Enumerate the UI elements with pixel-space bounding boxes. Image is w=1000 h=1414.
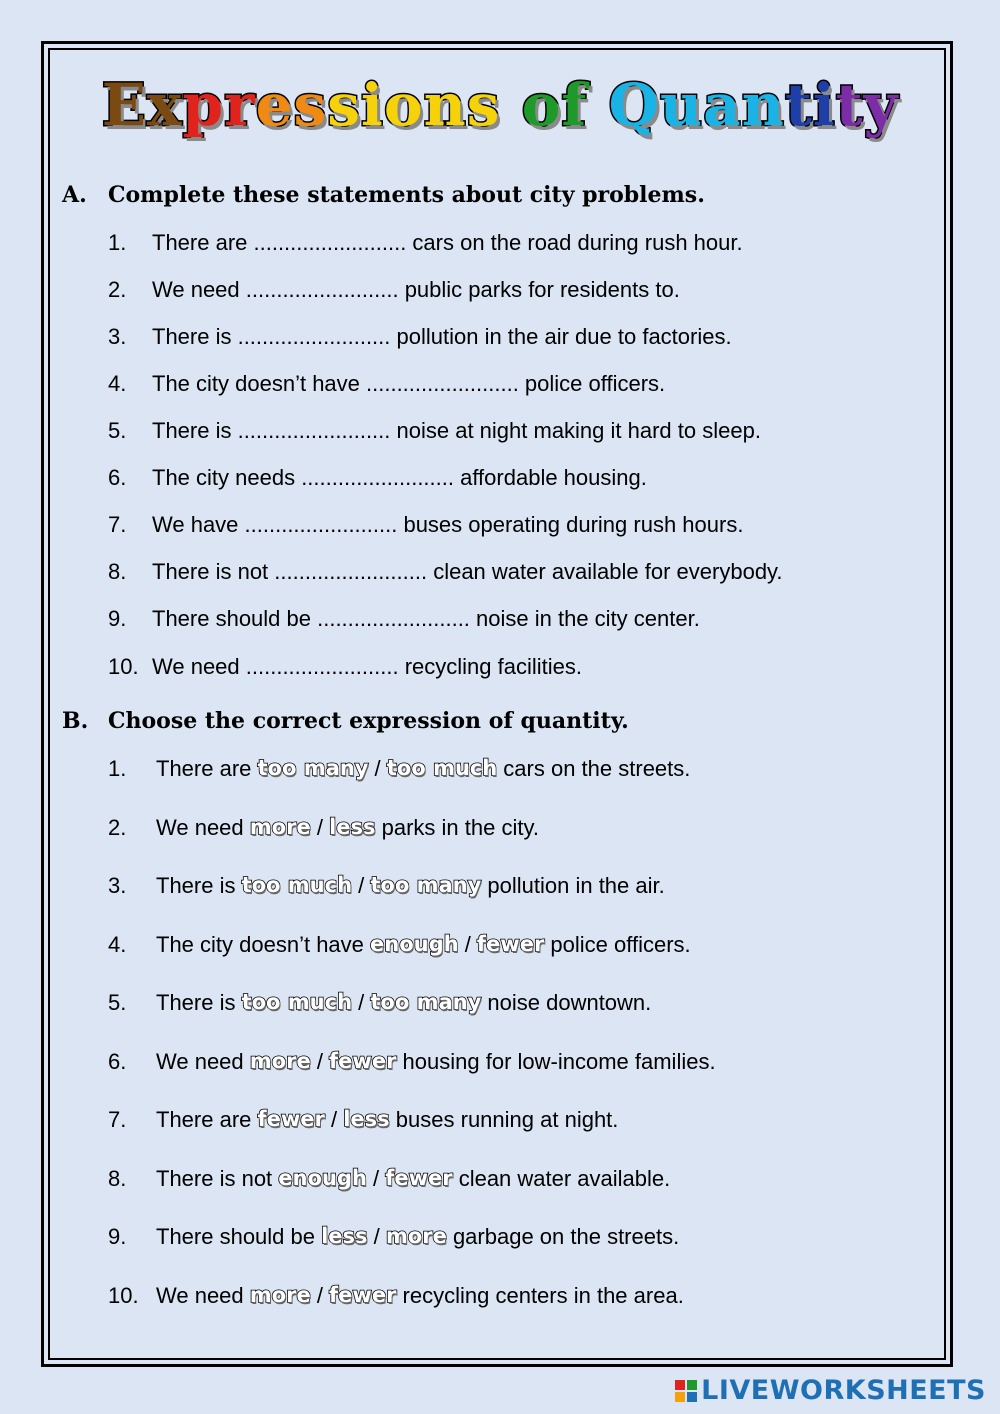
title-letter: e <box>255 71 294 139</box>
item-number: 10. <box>108 1283 139 1308</box>
section-b-item <box>108 1283 684 1309</box>
section-a-item <box>108 654 582 680</box>
item-text-before: We need <box>156 1049 250 1074</box>
section-a-item <box>108 418 761 444</box>
title-letter: o <box>521 71 562 139</box>
section-b-instruction: Choose the correct expression of quantity. <box>108 708 629 734</box>
choice-option-2[interactable]: fewer <box>329 1283 397 1307</box>
section-b-item <box>108 1224 679 1250</box>
item-text-after: buses running at night. <box>389 1107 619 1132</box>
item-text-before: There are <box>156 756 258 781</box>
item-number: 3. <box>108 873 127 898</box>
title-letter: u <box>660 71 704 139</box>
item-number: 8. <box>108 1166 127 1191</box>
choice-option-1[interactable]: more <box>249 1049 311 1073</box>
title-letter: i <box>360 71 384 139</box>
item-number: 6. <box>108 465 127 490</box>
title-letter: Q <box>608 71 660 139</box>
choice-separator: / <box>310 1049 330 1074</box>
item-sentence-blank[interactable]: There are ......................... cars on the road during rush hour. <box>152 230 743 255</box>
item-sentence-blank[interactable]: The city doesn’t have ......................... police officers. <box>152 371 666 396</box>
section-a-item <box>108 512 743 538</box>
section-a-heading <box>62 182 705 208</box>
choice-option-2[interactable]: too much <box>386 756 498 780</box>
item-text-before: The city doesn’t have <box>156 932 371 957</box>
choice-option-2[interactable]: less <box>329 815 376 839</box>
choice-option-1[interactable]: enough <box>370 932 459 956</box>
choice-separator: / <box>310 1283 330 1308</box>
title-letter: x <box>146 71 183 139</box>
item-number: 9. <box>108 1224 127 1249</box>
title-letter: o <box>383 71 424 139</box>
title-letter: r <box>224 71 256 139</box>
item-text-after: parks in the city. <box>375 815 539 840</box>
item-number: 1. <box>108 756 127 781</box>
choice-option-1[interactable]: less <box>321 1224 368 1248</box>
item-text-after: noise downtown. <box>481 990 652 1015</box>
item-text-after: pollution in the air. <box>481 873 665 898</box>
item-number: 8. <box>108 559 127 584</box>
logo-square <box>687 1380 697 1390</box>
section-b-item <box>108 990 651 1016</box>
item-sentence-blank[interactable]: There should be ......................... noise in the city center. <box>152 606 700 631</box>
title-letter <box>500 71 521 139</box>
choice-option-1[interactable]: more <box>249 815 311 839</box>
choice-option-2[interactable]: less <box>343 1107 390 1131</box>
section-a-item <box>108 559 783 585</box>
title-letter: t <box>784 71 813 139</box>
section-b-item <box>108 873 665 899</box>
section-a-instruction: Complete these statements about city problems. <box>108 182 705 208</box>
choice-option-1[interactable]: too much <box>241 990 353 1014</box>
item-text-after: garbage on the streets. <box>446 1224 680 1249</box>
item-number: 9. <box>108 606 127 631</box>
item-number: 7. <box>108 1107 127 1132</box>
item-text-after: cars on the streets. <box>497 756 691 781</box>
choice-separator: / <box>352 873 371 898</box>
item-number: 1. <box>108 230 127 255</box>
choice-option-2[interactable]: too many <box>370 990 482 1014</box>
logo-square <box>675 1392 685 1402</box>
item-text-before: There is not <box>156 1166 279 1191</box>
item-text-before: There is <box>156 990 242 1015</box>
choice-option-2[interactable]: fewer <box>329 1049 397 1073</box>
item-number: 2. <box>108 277 127 302</box>
item-sentence-blank[interactable]: The city needs ......................... affordable housing. <box>152 465 647 490</box>
liveworksheets-watermark[interactable] <box>675 1375 986 1406</box>
item-text-after: clean water available. <box>452 1166 671 1191</box>
item-number: 6. <box>108 1049 127 1074</box>
title-letter: s <box>327 71 361 139</box>
choice-option-2[interactable]: fewer <box>476 932 545 956</box>
choice-option-1[interactable]: too many <box>257 756 369 780</box>
choice-option-2[interactable]: more <box>385 1224 447 1248</box>
item-sentence-blank[interactable]: There is ......................... pollution in the air due to factories. <box>152 324 732 349</box>
item-sentence-blank[interactable]: There is ......................... noise at night making it hard to sleep. <box>152 418 761 443</box>
section-b-item <box>108 1049 716 1075</box>
section-a-item <box>108 230 743 256</box>
item-sentence-blank[interactable]: We need ......................... public parks for residents to. <box>152 277 680 302</box>
item-text-after: recycling centers in the area. <box>396 1283 684 1308</box>
section-a-item <box>108 277 680 303</box>
item-text-before: We need <box>156 815 250 840</box>
section-b-item <box>108 932 691 958</box>
title-letter: s <box>293 71 328 139</box>
item-sentence-blank[interactable]: We need ......................... recycling facilities. <box>152 654 582 679</box>
worksheet-title <box>0 71 1000 139</box>
title-letter: i <box>812 71 836 139</box>
title-letter: a <box>703 71 742 139</box>
title-letter: f <box>561 71 588 139</box>
item-text-after: housing for low-income families. <box>396 1049 716 1074</box>
choice-separator: / <box>324 1107 344 1132</box>
item-number: 7. <box>108 512 127 537</box>
item-sentence-blank[interactable]: There is not ......................... clean water available for everybody. <box>152 559 783 584</box>
section-a-letter: A. <box>62 182 87 208</box>
choice-separator: / <box>310 815 330 840</box>
title-letter: y <box>863 71 899 139</box>
choice-separator: / <box>366 1166 386 1191</box>
item-number: 2. <box>108 815 127 840</box>
choice-option-1[interactable]: enough <box>278 1166 367 1190</box>
choice-option-2[interactable]: too many <box>370 873 482 897</box>
section-b-item <box>108 756 690 782</box>
item-number: 5. <box>108 990 127 1015</box>
item-number: 5. <box>108 418 127 443</box>
choice-separator: / <box>368 756 387 781</box>
title-letter <box>587 71 608 139</box>
item-text-before: There should be <box>156 1224 322 1249</box>
item-sentence-blank[interactable]: We have ......................... buses operating during rush hours. <box>152 512 744 537</box>
item-number: 4. <box>108 371 127 396</box>
title-letter: n <box>423 71 467 139</box>
section-a-item <box>108 465 647 491</box>
choice-option-2[interactable]: fewer <box>385 1166 453 1190</box>
choice-option-1[interactable]: more <box>249 1283 311 1307</box>
liveworksheets-logo-icon <box>675 1380 697 1402</box>
watermark-text: LIVEWORKSHEETS <box>701 1375 986 1406</box>
title-letter: E <box>101 71 147 139</box>
section-b-heading <box>62 708 629 734</box>
title-letter: s <box>466 71 501 139</box>
section-b-item <box>108 1166 670 1192</box>
choice-separator: / <box>352 990 371 1015</box>
section-b-letter: B. <box>62 708 89 734</box>
title-letter: p <box>182 71 225 139</box>
choice-separator: / <box>367 1224 386 1249</box>
item-text-before: There are <box>156 1107 258 1132</box>
item-number: 10. <box>108 654 139 679</box>
choice-option-1[interactable]: fewer <box>257 1107 325 1131</box>
logo-square <box>687 1392 697 1402</box>
item-number: 3. <box>108 324 127 349</box>
logo-square <box>675 1380 685 1390</box>
item-text-before: There is <box>156 873 242 898</box>
title-letter: n <box>741 71 785 139</box>
item-number: 4. <box>108 932 127 957</box>
choice-separator: / <box>458 932 477 957</box>
section-a-item <box>108 324 732 350</box>
title-letter: t <box>835 71 864 139</box>
section-b-item <box>108 1107 618 1133</box>
section-a-item <box>108 371 665 397</box>
choice-option-1[interactable]: too much <box>241 873 353 897</box>
section-b-item <box>108 815 539 841</box>
section-a-item <box>108 606 700 632</box>
item-text-after: police officers. <box>544 932 691 957</box>
item-text-before: We need <box>156 1283 250 1308</box>
